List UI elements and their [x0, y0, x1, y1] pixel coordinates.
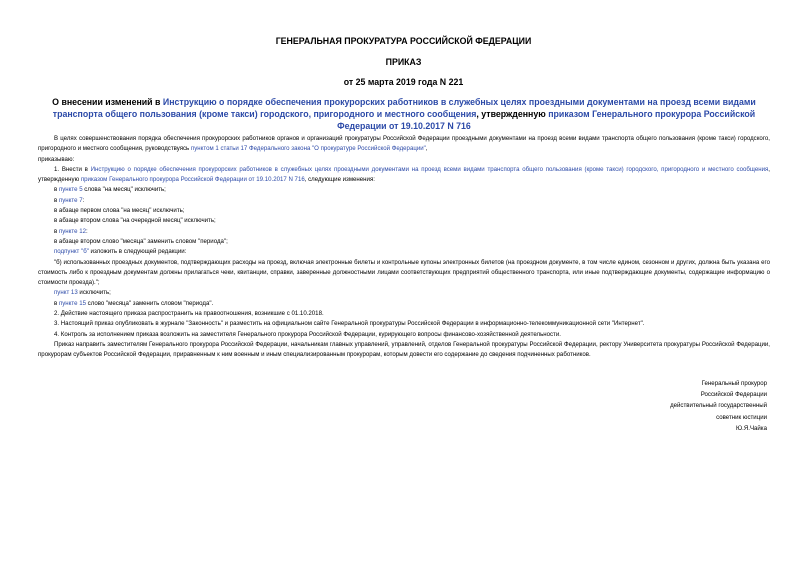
signature-line-2: Российской Федерации	[700, 391, 767, 399]
item-2-paragraph: 2. Действие настоящего приказа распространить на правоотношения, возникшие с 01.10.2018.	[54, 310, 324, 318]
distribution-paragraph: Приказ направить заместителям Генерального прокурора Российской Федерации, начальникам главных управлений, управлений, отделов Генеральной прокуратуры Российской Федерации, ректору Университета прокуратуры Российской Федерации, прокурорам субъектов Российской Федерации, приравненным к ним военным и иным специализированным прокурорам, которым довести его содержание до сведения подчиненных работников.	[38, 340, 770, 359]
point-15-link[interactable]: пункте 15	[58, 299, 86, 307]
document-type-heading: ПРИКАЗ	[385, 57, 422, 67]
title-prefix: О внесении изменений в	[52, 97, 163, 107]
item-1-middle: , утвержденную	[38, 165, 770, 184]
subpoint-b-suffix: изложить в следующей редакции:	[88, 248, 187, 256]
item-1-prefix: 1. Внести в	[54, 165, 91, 173]
title-order-link[interactable]: приказом Генерального прокурора Российской Федерации от 19.10.2017 N 716	[337, 109, 756, 131]
point-13-suffix: исключить;	[77, 289, 111, 297]
point-5-link[interactable]: пункте 5	[58, 186, 83, 194]
item-1-suffix: , следующие изменения:	[304, 176, 375, 184]
point-12-link[interactable]: пункте 12	[58, 227, 86, 235]
title-middle: , утвержденную	[476, 109, 549, 119]
preamble-paragraph	[38, 134, 770, 155]
point-12-suffix: :	[85, 227, 88, 235]
date-number-heading: от 25 марта 2019 года N 221	[343, 77, 464, 87]
law-reference-link[interactable]: пунктом 1 статьи 17 Федерального закона "О прокуратуре Российской Федерации"	[190, 145, 426, 153]
organization-heading: ГЕНЕРАЛЬНАЯ ПРОКУРАТУРА РОССИЙСКОЙ ФЕДЕРАЦИИ	[275, 36, 532, 46]
point-15-prefix: в	[54, 299, 59, 307]
point-5-line	[38, 185, 770, 195]
subpoint-b-line	[38, 247, 770, 257]
order-word: приказываю:	[38, 155, 75, 163]
point-12-para-a: в абзаце втором слово "месяца" заменить словом "периода";	[54, 237, 228, 245]
item-1-paragraph	[38, 165, 770, 186]
subpoint-b-link[interactable]: подпункт "б"	[54, 248, 89, 256]
signature-line-1: Генеральный прокурор	[701, 380, 767, 387]
document-title	[44, 96, 764, 132]
point-13-line	[38, 288, 770, 298]
point-7-prefix: в	[54, 196, 59, 204]
point-7-suffix: :	[82, 196, 85, 204]
point-5-prefix: в	[54, 186, 59, 194]
point-12-line	[38, 227, 770, 237]
point-7-line	[38, 196, 770, 206]
item-1-instruction-link[interactable]: Инструкцию о порядке обеспечения прокурорских работников в служебных целях проездными документами на проезд всеми видами транспорта общего пользования (кроме такси) городского, пригородного и местного сообщения	[90, 165, 769, 173]
document-body	[38, 134, 770, 361]
signature-block	[567, 378, 767, 434]
title-instruction-link[interactable]: Инструкцию о порядке обеспечения прокурорских работников в служебных целях проездными документами на проезд всеми видами транспорта общего пользования (кроме такси) городского, пригородного и местного сообщения	[52, 97, 756, 119]
preamble-end: ,	[425, 145, 428, 153]
signature-line-3: действительный государственный	[670, 402, 767, 410]
point-15-line	[38, 299, 770, 309]
item-4-paragraph: 4. Контроль за исполнением приказа возложить на заместителя Генерального прокурора Российской Федерации, курирующего вопросы финансово-хозяйственной деятельности.	[54, 330, 561, 338]
item-3-paragraph: 3. Настоящий приказ опубликовать в журнале "Законность" и разместить на официальном сайте Генеральной прокуратуры Российской Федерации в информационно-телекоммуникационной сети "Интернет".	[54, 320, 645, 328]
item-1-order-link[interactable]: приказом Генерального прокурора Российской Федерации от 19.10.2017 N 716	[80, 176, 305, 184]
point-12-prefix: в	[54, 227, 59, 235]
point-13-link[interactable]: пункт 13	[54, 289, 78, 297]
subpoint-b-text: "б) использованных проездных документов, подтверждающих расходы на проезд, включая электронные билеты и контрольные купоны электронных билетов (на проездном документе, в том числе едином, сезонном и других, должна быть указана его стоимость либо к проездным документам должны прилагаться чеки, квитанции, справки, заверенные должностными лицами соответствующих предприятий общественного транспорта, или иные подтверждающие документы, содержащие информацию о стоимости проезда).";	[38, 258, 770, 287]
signature-name: Ю.Я.Чайка	[736, 424, 767, 432]
point-15-suffix: слово "месяца" заменить словом "периода".	[85, 299, 214, 307]
point-7-para-b: в абзаце втором слова "на очередной месяц" исключить;	[54, 217, 216, 225]
signature-line-4: советник юстиции	[716, 413, 767, 421]
preamble-text: В целях совершенствования порядка обеспечения прокурорских работников органов и организаций прокуратуры Российской Федерации проездными документами на проезд всеми видами транспорта общего пользования (кроме такси) городского, пригородного и местного сообщения, руководствуясь	[38, 135, 770, 153]
point-7-link[interactable]: пункте 7	[58, 196, 83, 204]
point-7-para-a: в абзаце первом слова "на месяц" исключить;	[54, 207, 185, 215]
point-5-text: слова "на месяц" исключить;	[82, 186, 166, 194]
